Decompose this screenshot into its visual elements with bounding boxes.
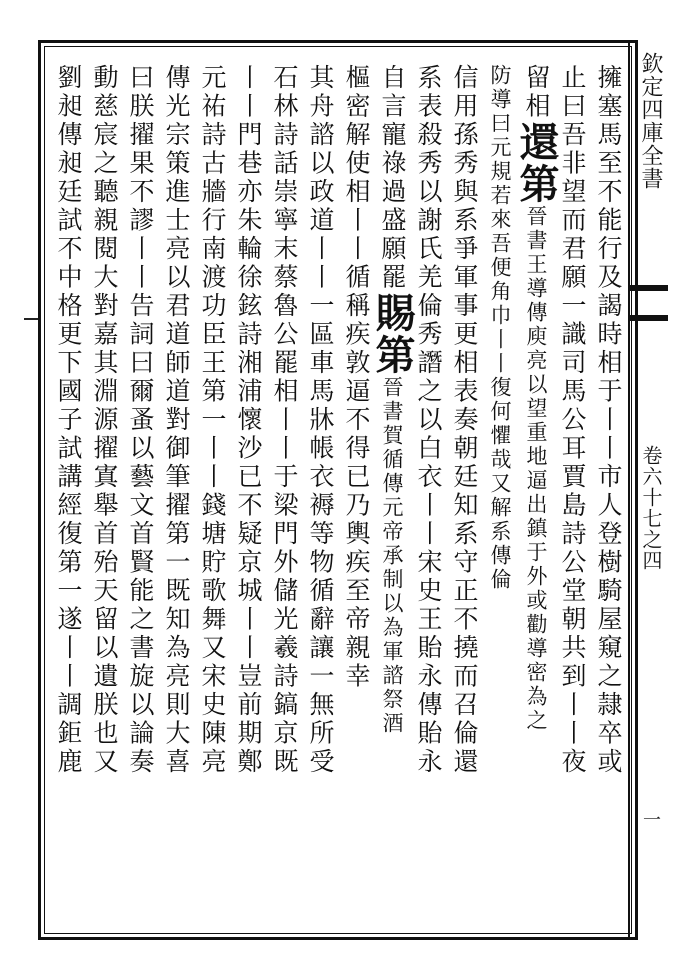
headword: 還第 [513,121,560,205]
text-column-12: 元祐詩古牆行南渡功臣王第一丨丨錢塘貯歌舞又宋史陳亮 [198,64,227,777]
margin-gutter [628,40,668,940]
column-3-text: 留相還第晉書王導傳庾亮以望重地逼出鎮于外或勸導密為之 [513,64,560,733]
text-column-2: 止曰吾非望而君願一識司馬公耳賈島詩公堂朝共到丨丨夜 [558,64,587,777]
text-column-9: 其舟諮以政道丨丨一區車馬牀帳衣褥等物循辭讓一無所受 [306,64,335,777]
text-column-1: 擁塞馬至不能行及謁時相于丨丨市人登樹騎屋窺之隷卒或 [594,64,623,777]
headword: 賜第 [369,292,416,376]
column-8-text: 樞密解使相丨丨循稱疾敦逼不得已乃輿疾至帝親幸 [342,64,371,691]
column-7-text: 自言寵祿過盛願罷賜第晉書賀循傳元帝承制以為軍諮祭酒 [369,64,416,736]
text-column-7 [369,64,416,924]
text-column-15: 動慈宸之聽親閱大對嘉其淵源擢寘舉首殆天留以遺朕也又 [90,64,119,777]
text-column-14: 曰朕擢果不謬丨丨告詞曰爾蚤以藝文首賢能之書旋以論奏 [126,64,155,777]
text-column-6: 系表殺秀以謝氏羌倫秀譖之以白衣丨丨宋史王貽永傳貽永 [414,64,443,777]
volume-label: 卷六十七之四 [639,445,663,571]
text-column-13: 傳光宗策進士亮以君道師道對御筆擢第一既知為亮則大喜 [162,64,191,777]
text-column-3 [513,64,560,924]
text-column-10: 石林詩話崇寧末蔡魯公罷相丨丨于梁門外儲光羲詩鎬京既 [270,64,299,777]
fish-tail-mark [628,285,668,325]
text-column-5: 信用孫秀與系爭軍事更相表奏朝廷知系守正不撓而召倫還 [450,64,479,777]
text-column-11: 丨丨門巷亦朱輪徐鉉詩湘浦懷沙已不疑京城丨丨豈前期鄭 [234,64,263,777]
column-4-text: 防導曰元規若來吾便角巾丨丨復何懼哉又解系傳倫 [488,64,512,592]
book-title: 欽定四庫全書 [638,52,663,190]
text-column-4 [482,64,518,924]
edge-tick [24,318,38,320]
text-column-16: 劉昶傳昶廷試不中格更下國子試講經復第一遂丨丨調鉅鹿 [54,64,83,777]
page-number: 一 [640,810,661,829]
text-column-8 [338,64,374,924]
